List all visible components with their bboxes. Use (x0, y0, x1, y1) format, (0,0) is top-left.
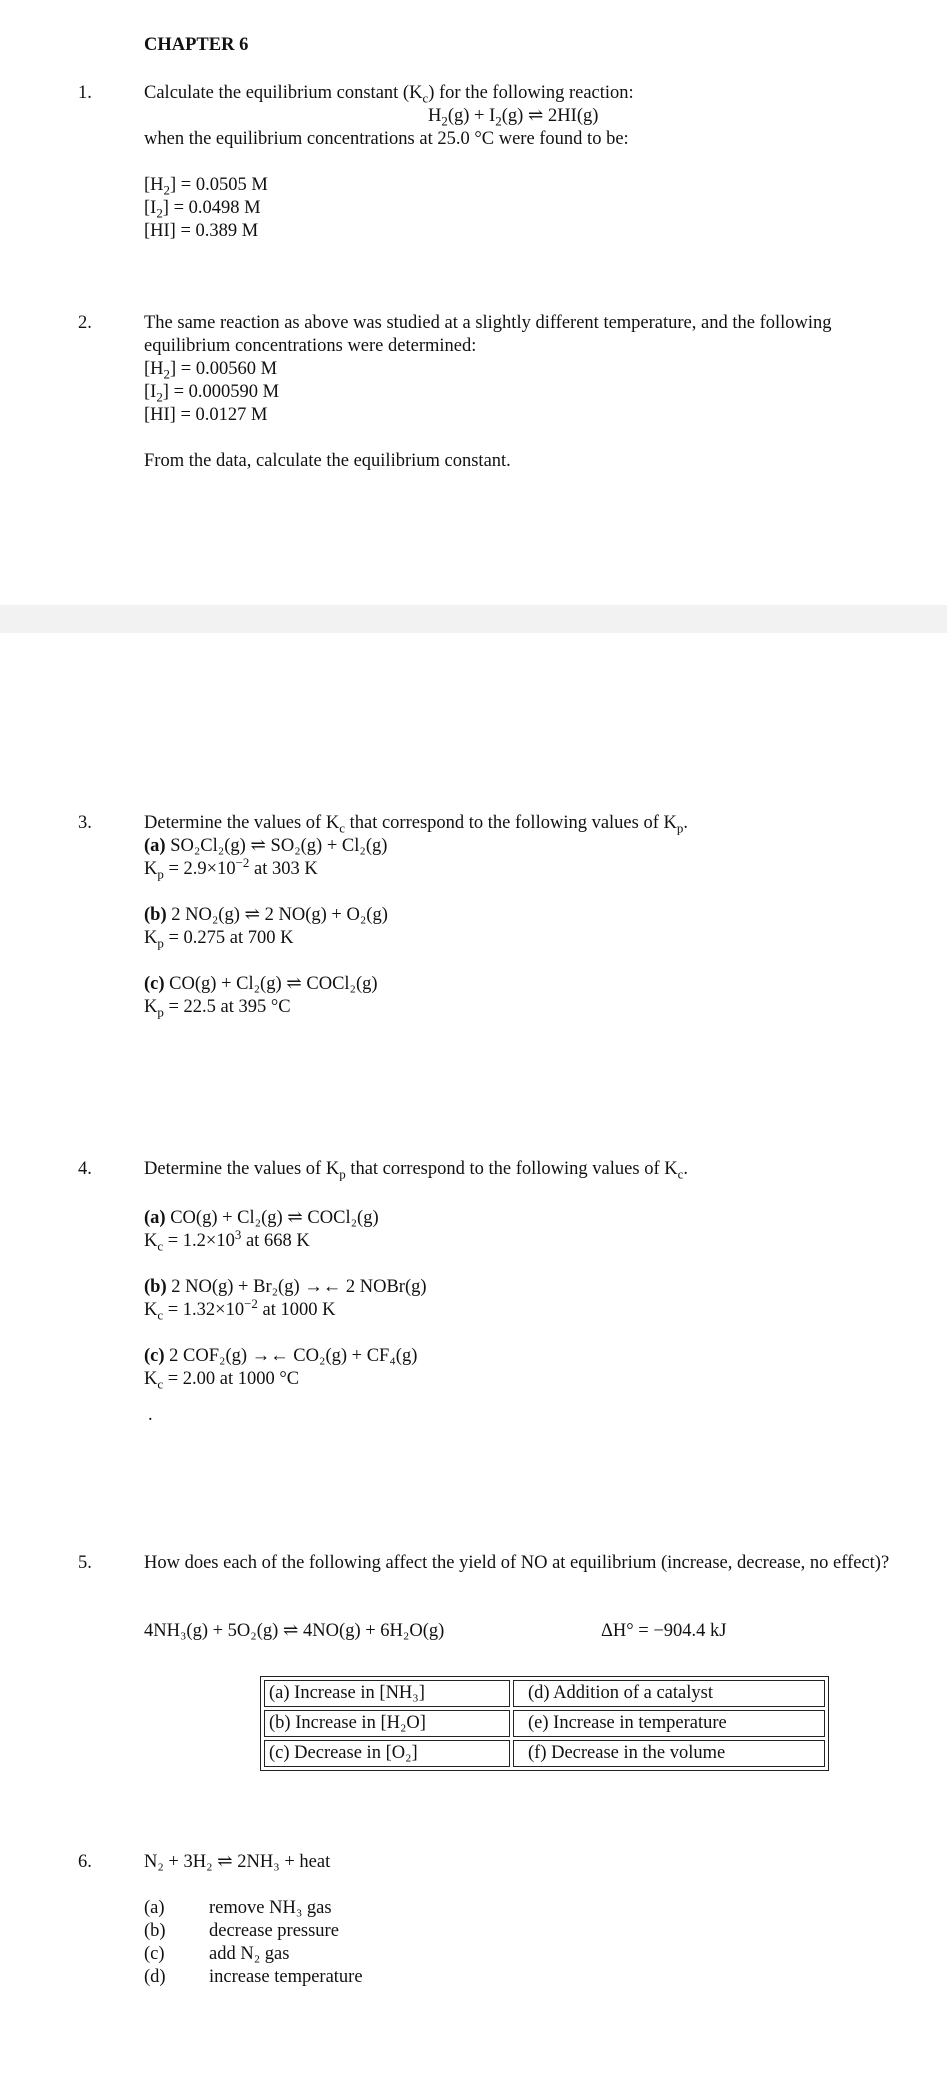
table-row (264, 1680, 825, 1707)
list-item-text: decrease pressure (209, 1921, 339, 1941)
question-4-number: 4. (78, 1159, 92, 1179)
question-4b-value: $K_c = 1.32\times 10^{-2}$ at 1000 K (144, 1295, 336, 1323)
question-2-conc-i2: $[I_2] = 0.000590$ M (144, 382, 280, 405)
list-item-text: add N₂ gas (209, 1944, 290, 1964)
list-item-key: (d) (144, 1967, 166, 1987)
table-row (264, 1710, 825, 1737)
question-6-list (144, 1897, 363, 1989)
option-a: (a) Increase in [NH₃] (264, 1680, 510, 1707)
list-item-text: remove NH₃ gas (209, 1898, 332, 1918)
question-3-number: 3. (78, 813, 92, 833)
list-item (144, 1966, 363, 1989)
question-1-conc-h2: $[H_2] = 0.0505$ M (144, 175, 268, 198)
question-3a-value: $K_p = 2.9\times 10^{-2}$ at 303 K (144, 854, 318, 882)
option-f: (f) Decrease in the volume (513, 1740, 825, 1767)
question-4b-equation: (b) 2 NO(g) + Br₂(g) →← 2 NOBr(g) (144, 1277, 427, 1297)
question-4a-value: $K_c = 1.2\times 10^3$ at 668 K (144, 1226, 310, 1254)
question-3b-equation: (b) 2 NO₂(g) ⇌ 2 NO(g) + O₂(g) (144, 905, 388, 925)
option-d: (d) Addition of a catalyst (513, 1680, 825, 1707)
question-1-number: 1. (78, 83, 92, 103)
option-e: (e) Increase in temperature (513, 1710, 825, 1737)
question-6-number: 6. (78, 1852, 92, 1872)
page-break (0, 605, 947, 633)
question-5-reaction: 4NH₃(g) + 5O₂(g) ⇌ 4NO(g) + 6H₂O(g) (144, 1621, 445, 1641)
question-4-prompt: Determine the values of $K_p$ that correspond to the following values of $K_c$. (144, 1159, 688, 1182)
chapter-title: CHAPTER 6 (144, 35, 249, 55)
list-item (144, 1920, 363, 1943)
question-4a-equation: (a) CO(g) + Cl₂(g) ⇌ COCl₂(g) (144, 1208, 379, 1228)
list-item-text: increase temperature (209, 1967, 363, 1987)
question-3-prompt: Determine the values of $K_c$ that correspond to the following values of $K_p$. (144, 813, 688, 836)
question-4c-value: $K_c = 2.00$ at 1000 °C (144, 1369, 300, 1392)
list-item (144, 1943, 363, 1966)
question-2-conc-h2: $[H_2] = 0.00560$ M (144, 359, 278, 382)
list-item (144, 1897, 363, 1920)
question-2-ask: From the data, calculate the equilibrium constant. (144, 451, 511, 471)
question-1-conc-i2: $[I_2] = 0.0498$ M (144, 198, 261, 221)
option-b: (b) Increase in [H₂O] (264, 1710, 510, 1737)
question-1-prompt: Calculate the equilibrium constant $(K_c)$ for the following reaction: (144, 83, 634, 106)
question-1-equation: $H_2(g) + I_2(g)$ ⇌ 2HI(g) (428, 106, 599, 129)
question-2-number: 2. (78, 313, 92, 333)
question-2-conc-hi: [HI] = 0.0127 M (144, 405, 268, 425)
question-3c-value: $K_p = 22.5$ at 395 °C (144, 997, 291, 1020)
question-5-options-table (260, 1676, 829, 1771)
table-row (264, 1740, 825, 1767)
question-6-reaction: N₂ + 3H₂ ⇌ 2NH₃ + heat (144, 1852, 331, 1872)
question-1-condition: when the equilibrium concentrations at 25.0 °C were found to be: (144, 129, 629, 149)
question-4c-equation: (c) 2 COF₂(g) →← CO₂(g) + CF₄(g) (144, 1346, 418, 1366)
question-5-prompt: How does each of the following affect the yield of NO at equilibrium (increase, decrease, no effect)? (144, 1553, 890, 1573)
question-1-conc-hi: [HI] = 0.389 M (144, 221, 259, 241)
list-item-key: (a) (144, 1898, 165, 1918)
question-3a-equation: (a) SO₂Cl₂(g) ⇌ SO₂(g) + Cl₂(g) (144, 836, 388, 856)
option-c: (c) Decrease in [O₂] (264, 1740, 510, 1767)
list-item-key: (c) (144, 1944, 165, 1964)
list-item-key: (b) (144, 1921, 166, 1941)
question-5-number: 5. (78, 1553, 92, 1573)
question-2-prompt: The same reaction as above was studied at a slightly different temperature, and the following equilibrium concentrations were determined: (144, 313, 832, 356)
question-3b-value: $K_p = 0.275$ at 700 K (144, 928, 294, 951)
question-5-enthalpy: ΔH° = −904.4 kJ (601, 1621, 727, 1641)
question-3c-equation: (c) CO(g) + Cl₂(g) ⇌ COCl₂(g) (144, 974, 378, 994)
stray-dot: . (148, 1405, 153, 1425)
